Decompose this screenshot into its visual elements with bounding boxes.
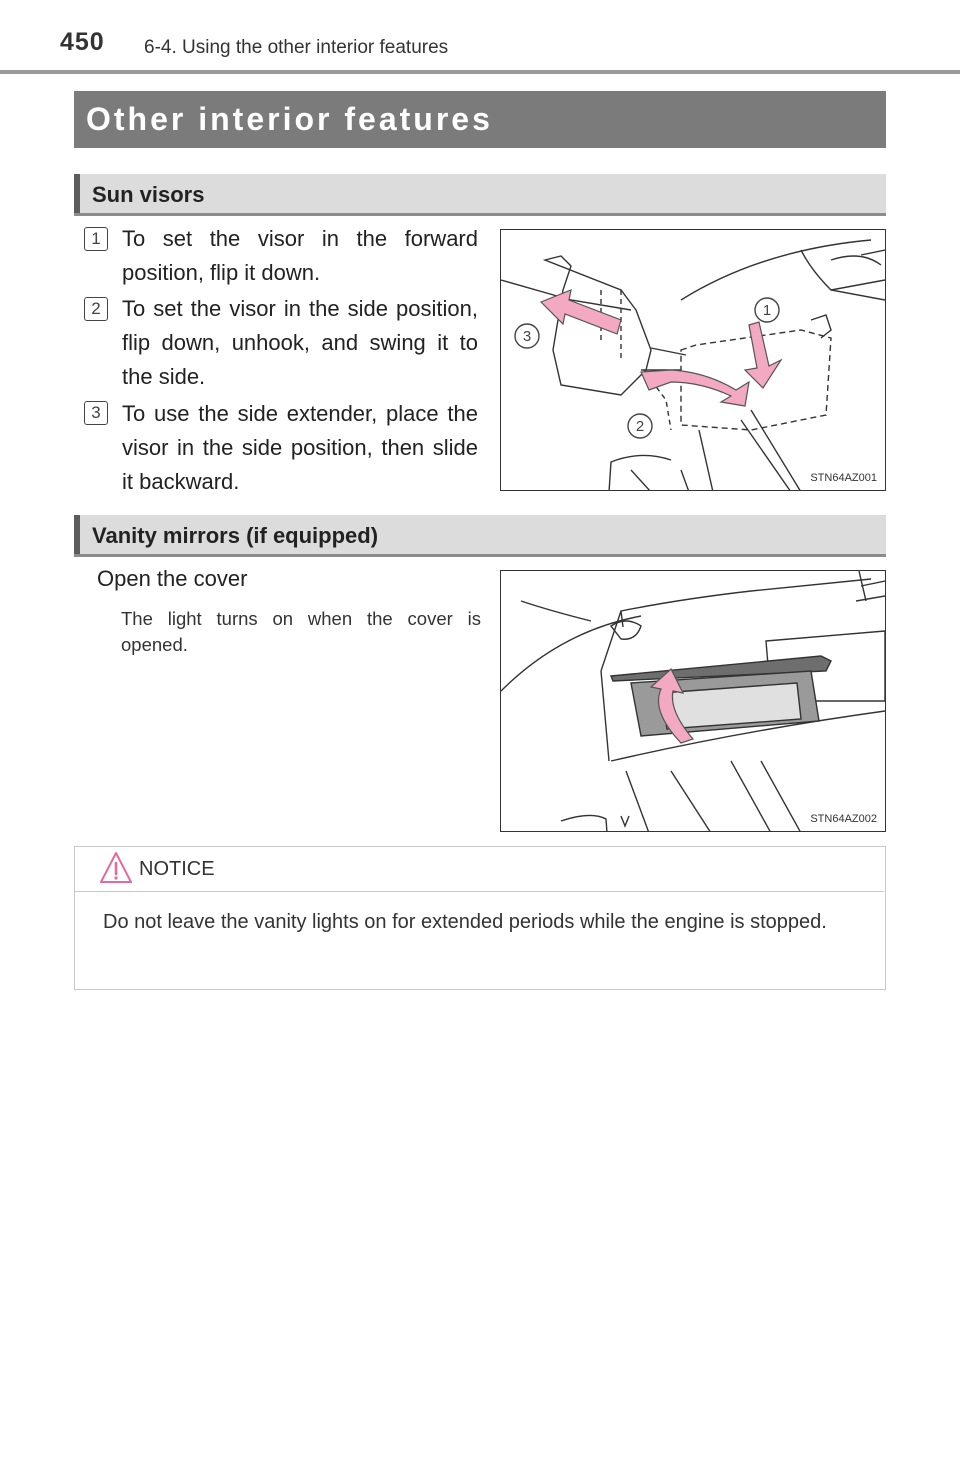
page-title: Other interior features: [86, 101, 493, 137]
notice-header: [75, 847, 884, 892]
notice-text: Do not leave the vanity lights on for extended periods while the engine is stopped.: [103, 911, 827, 933]
callout-2: 2: [635, 418, 645, 435]
vanity-instruction: Open the cover: [97, 566, 248, 591]
sun-visors-heading: [74, 174, 886, 216]
vanity-note: The light turns on when the cover is opened.: [121, 608, 481, 655]
step-number-2: 2: [84, 297, 108, 321]
step-text-2: To set the visor in the side position, flip down, unhook, and swing it to the side.: [122, 296, 478, 389]
notice-box: [74, 846, 886, 990]
step-text-3: To use the side extender, place the visor in the side position, then slide it backward.: [122, 401, 478, 494]
callout-3: 3: [522, 328, 532, 345]
title-bar: [74, 91, 886, 148]
vanity-mirrors-heading: [74, 515, 886, 557]
sun-visors-heading-text: Sun visors: [92, 182, 205, 207]
sun-visor-drawing: [501, 230, 886, 491]
notice-label: NOTICE: [139, 858, 215, 880]
vanity-mirror-illustration: [500, 570, 886, 832]
page-header: [0, 0, 960, 76]
callout-1: 1: [762, 302, 772, 319]
step-number-1: 1: [84, 227, 108, 251]
header-rule: [0, 70, 960, 74]
figure-code-2: STN64AZ002: [810, 813, 877, 825]
warning-triangle-icon: [99, 851, 133, 885]
step-text-1: To set the visor in the forward position, flip it down.: [122, 226, 478, 285]
sun-visor-illustration: [500, 229, 886, 491]
vanity-mirrors-heading-text: Vanity mirrors (if equipped): [92, 523, 379, 548]
step-number-3: 3: [84, 401, 108, 425]
page-number: 450: [60, 28, 105, 56]
figure-code-1: STN64AZ001: [810, 472, 877, 484]
vanity-mirror-drawing: [501, 571, 886, 832]
section-path: 6-4. Using the other interior features: [144, 37, 449, 58]
